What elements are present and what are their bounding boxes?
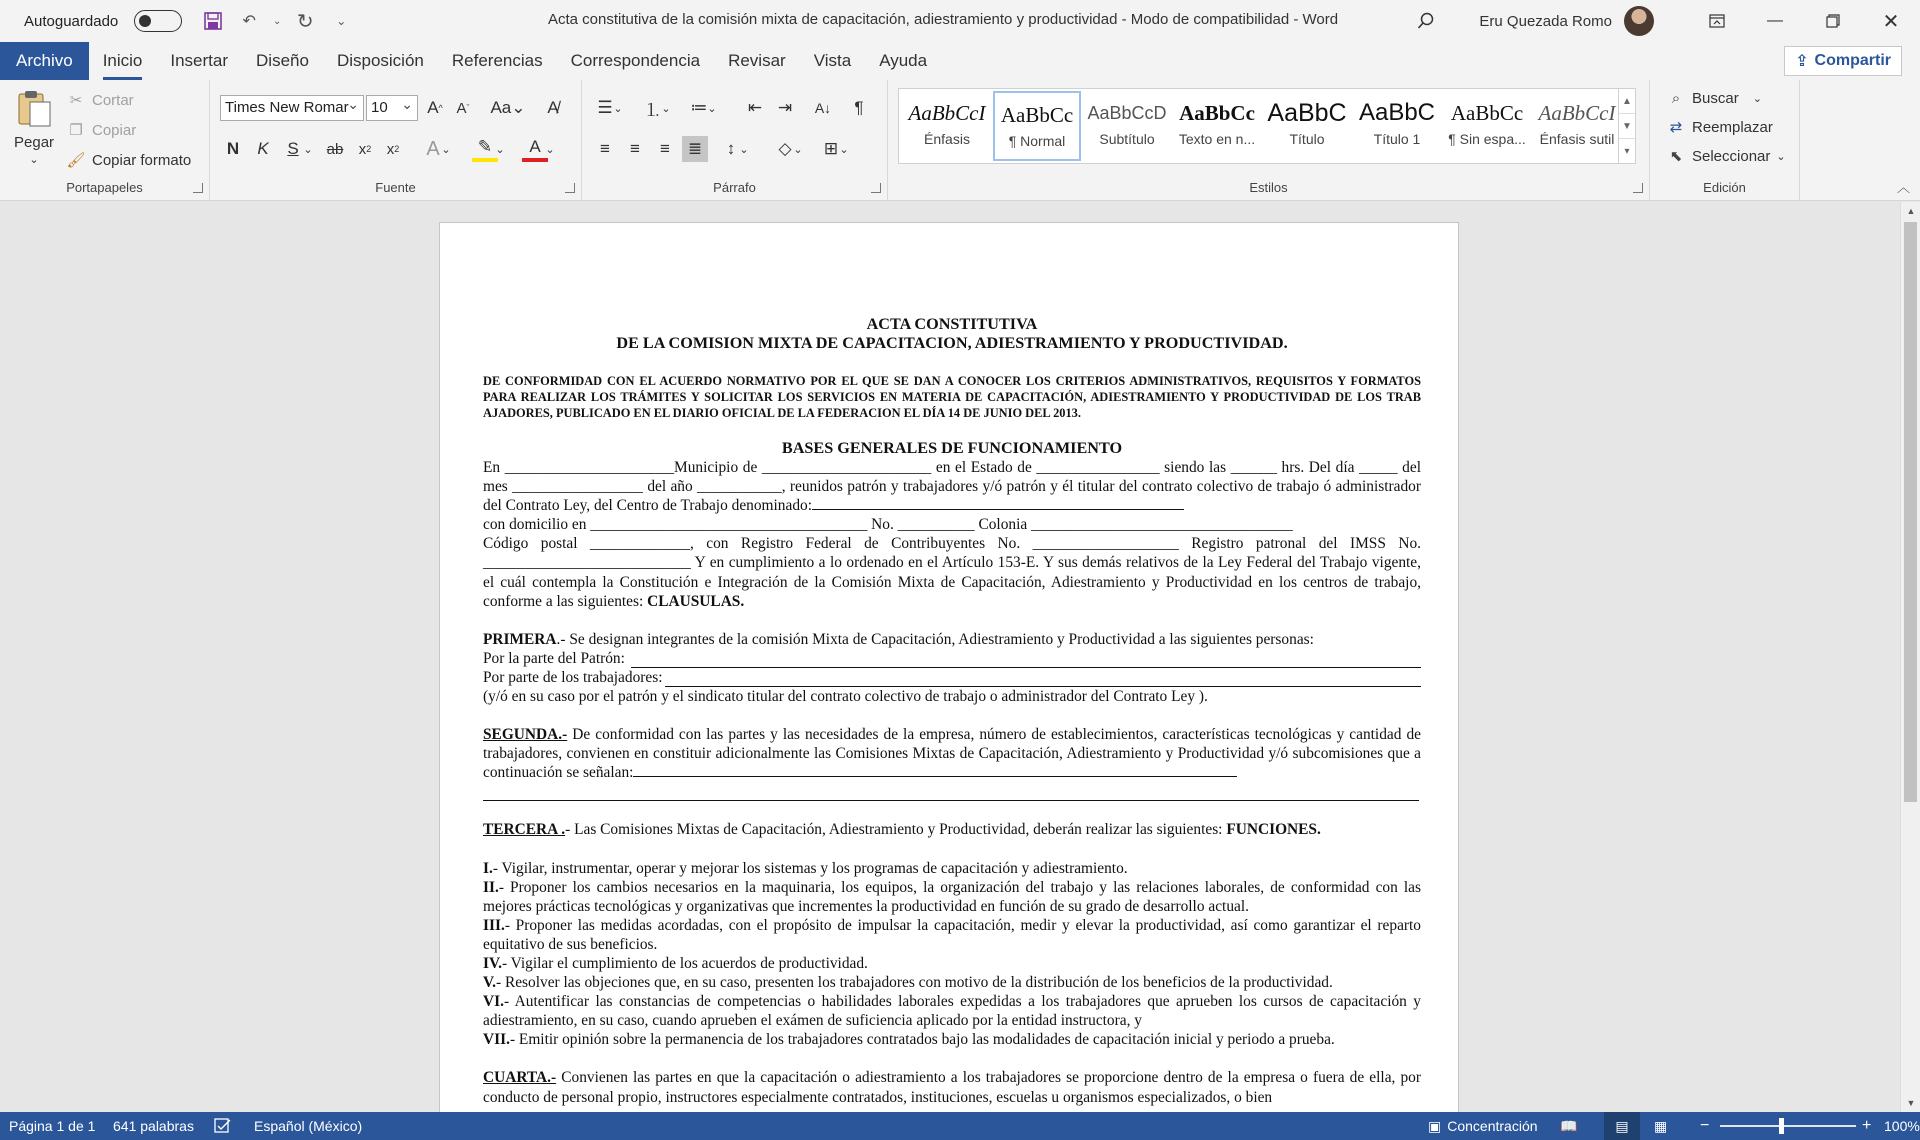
numbering-dropdown-icon[interactable]: ⌄ <box>661 102 671 115</box>
editing-group-label: Edición <box>1703 180 1746 195</box>
proofing-icon[interactable] <box>214 1112 232 1140</box>
style-subtitulo[interactable] <box>1083 91 1171 161</box>
share-label: Compartir <box>1814 52 1891 69</box>
page-count[interactable]: Página 1 de 1 <box>9 1118 96 1134</box>
style-preview: AaBbCcD <box>1087 103 1167 123</box>
style-titulo[interactable] <box>1263 91 1351 161</box>
style-preview: AaBbCcI <box>908 101 986 125</box>
font-group <box>210 80 582 201</box>
line-spacing-dropdown-icon[interactable]: ⌄ <box>739 143 749 156</box>
vertical-scrollbar[interactable] <box>1900 202 1920 1112</box>
minimize-icon[interactable]: — <box>1767 12 1783 29</box>
style-name: ¶ Sin espa... <box>1448 131 1526 147</box>
format-painter-label: Copiar formato <box>92 151 192 169</box>
shading-dropdown-icon[interactable]: ⌄ <box>793 143 803 156</box>
clause-segunda <box>483 725 1421 782</box>
focus-icon: ▣ <box>1428 1117 1442 1134</box>
restore-icon[interactable] <box>1804 0 1862 42</box>
print-layout-icon[interactable]: ▤ <box>1604 1112 1640 1140</box>
document-body[interactable] <box>483 315 1421 1107</box>
item-text: - Resolver las objeciones que, en su caso, presenten los trabajadores con motivo de la distribución de los beneficios de la productividad. <box>495 974 1333 992</box>
item-text: - Proponer los cambios necesarios en la maquinaria, los equipos, la organización del trabajo y las relaciones laborales, de conformidad con las mejores prácticas tecnológicas y organizativas que incrementes la productividad en función de su grado de desarrollo actual. <box>483 878 1421 915</box>
shrink-font-icon[interactable]: A ˇ <box>456 99 470 117</box>
borders-icon[interactable]: ⊞ <box>823 139 839 158</box>
focus-label: Concentración <box>1447 1118 1538 1134</box>
ribbon <box>0 80 1920 201</box>
list-item <box>483 1030 1421 1049</box>
zoom-in-icon[interactable]: + <box>1862 1117 1872 1134</box>
patron-line <box>483 649 1421 668</box>
primera-note: (y/ó en su caso por el patrón y el sindicato titular del contrato colectivo de trabajo o administrador del Contrato Ley ). <box>483 688 1208 706</box>
multilevel-list-icon[interactable]: ≔ <box>690 98 708 117</box>
zoom-slider[interactable] <box>1720 1125 1856 1127</box>
clipboard-group-label: Portapapeles <box>66 180 143 195</box>
item-text: - Autentificar las constancias de competencias o habilidades laborales expedidas a los trabajadores que aprueben los cursos de capacitación y adiestramiento, en su caso, cuando aprueben el exámen de suficiencia aplicado por la entidad instructora, y <box>483 993 1421 1030</box>
scissors-icon: ✂ <box>69 92 83 109</box>
select-label: Seleccionar <box>1692 147 1771 165</box>
italic-icon[interactable]: K <box>257 139 269 158</box>
style-sin-espaciado[interactable] <box>1443 91 1531 161</box>
list-item <box>483 878 1421 916</box>
tab-insertar[interactable]: Insertar <box>170 51 229 70</box>
paintbrush-icon: 🖌 <box>66 152 86 169</box>
zoom-slider-thumb[interactable] <box>1779 1118 1784 1134</box>
clause-cuarta <box>483 1068 1421 1106</box>
blank-line <box>483 782 1419 801</box>
item-number: III. <box>483 916 505 934</box>
style-preview: AaBbCc <box>1450 101 1524 125</box>
find-dropdown-icon[interactable]: ⌄ <box>1752 92 1762 105</box>
undo-icon[interactable]: ↶ <box>242 13 256 30</box>
clause-tercera-text: - Las Comisiones Mixtas de Capacitación, Adiestramiento y Productividad, deberán realizar las siguientes: <box>565 821 1223 839</box>
item-number: II. <box>483 878 499 896</box>
intro-paragraph: DE CONFORMIDAD CON EL ACUERDO NORMATIVO POR EL QUE SE DAN A CONOCER LOS CRITERIOS ADMINISTRATIVOS, REQUISITOS Y FORMATOS PARA REALIZAR LOS TRÁMITES Y SOLICITAR LOS SERVICIOS EN MATERIA DE CAPACITACIÓN, ADIESTRAMIENTO Y PRODUCTIVIDAD DE LOS TRAB AJADORES, PUBLICADO EN EL DIARIO OFICIAL DE LA FEDERACION EL DÍA 14 DE JUNIO DEL 2013. <box>483 374 1421 420</box>
undo-dropdown-icon[interactable]: ⌄ <box>273 15 282 27</box>
bold-icon[interactable]: N <box>226 139 240 158</box>
increase-indent-icon[interactable]: ⇥ <box>777 98 793 117</box>
align-right-icon[interactable]: ≡ <box>660 139 670 158</box>
clause-primera-label: PRIMERA <box>483 630 557 648</box>
copy-button[interactable] <box>66 120 136 140</box>
paste-icon <box>14 88 54 132</box>
styles-launcher-icon[interactable] <box>1633 183 1643 193</box>
highlight-color-icon[interactable]: ✎ <box>472 136 498 162</box>
bullets-icon[interactable]: ☰ <box>597 98 613 117</box>
tab-vista[interactable]: Vista <box>813 51 852 70</box>
superscript-icon[interactable]: x 2 <box>386 140 400 158</box>
underline-dropdown-icon[interactable]: ⌄ <box>303 143 313 156</box>
item-number: V. <box>483 974 496 992</box>
borders-dropdown-icon[interactable]: ⌄ <box>839 143 849 156</box>
show-paragraph-marks-icon[interactable]: ¶ <box>854 98 864 117</box>
styles-group-label: Estilos <box>1249 180 1288 195</box>
style-enfasis-sutil[interactable] <box>1533 91 1621 161</box>
zoom-out-icon[interactable]: − <box>1700 1117 1710 1134</box>
clause-segunda-label: SEGUNDA.- <box>483 726 568 744</box>
item-number: IV. <box>483 954 502 972</box>
scroll-down-icon[interactable]: ▼ <box>1906 1098 1916 1108</box>
gallery-down-icon[interactable]: ▼ <box>1619 114 1635 139</box>
style-preview: AaBbCc <box>1000 103 1074 127</box>
word-count[interactable]: 641 palabras <box>113 1118 194 1134</box>
funciones-list <box>483 859 1421 1050</box>
close-icon[interactable]: ✕ <box>1882 10 1900 33</box>
item-text: - Emitir opinión sobre la permanencia de los trabajadores contratados bajo las modalidades de capacitación inicial y periodo a prueba. <box>509 1031 1335 1049</box>
item-number: I. <box>483 859 493 877</box>
list-item <box>483 992 1421 1030</box>
replace-button[interactable] <box>1666 117 1773 137</box>
read-mode-icon[interactable]: 📖 <box>1560 1117 1578 1134</box>
bases-text-1: En ______________________Municipio de ______________________ en el Estado de ________________ siendo las ______ hrs. Del día _____ del mes _________________ del año ___________, reunidos patrón y trabajadores y/ó patrón y él titular del contrato colectivo de trabajo ó administrador del Contrato Ley, del Centro de Trabajo denominado: <box>483 459 1421 515</box>
style-titulo-1[interactable] <box>1353 91 1441 161</box>
styles-gallery-scroll <box>1618 88 1636 164</box>
language[interactable]: Español (México) <box>254 1118 363 1134</box>
style-normal[interactable] <box>993 91 1081 161</box>
focus-mode-button[interactable] <box>1428 1112 1538 1140</box>
line-spacing-icon[interactable]: ↕ <box>726 139 736 158</box>
shading-icon[interactable]: ◇ <box>778 139 792 158</box>
find-button[interactable] <box>1666 88 1762 108</box>
style-texto-en-negrita[interactable] <box>1173 91 1261 161</box>
style-preview: AaBbCcI <box>1538 101 1616 125</box>
tab-ayuda[interactable]: Ayuda <box>879 51 928 70</box>
font-size-select[interactable]: 10 ⌄ <box>366 95 418 121</box>
paragraph-group-label: Párrafo <box>713 180 756 195</box>
blank-line <box>665 668 1422 687</box>
style-name: Énfasis sutil <box>1539 131 1615 147</box>
paragraph-launcher-icon[interactable] <box>871 183 881 193</box>
autosave-label: Autoguardado <box>24 12 119 30</box>
scroll-up-icon[interactable]: ▲ <box>1906 206 1916 216</box>
clause-cuarta-label: CUARTA.- <box>483 1069 557 1087</box>
web-layout-icon[interactable]: ▦ <box>1654 1117 1668 1134</box>
tab-inicio[interactable]: Inicio <box>89 42 157 80</box>
font-color-icon[interactable]: A <box>522 136 548 162</box>
list-item <box>483 954 1421 973</box>
list-item <box>483 973 1421 992</box>
clause-segunda-text: De conformidad con las partes y las necesidades de la empresa, número de establecimientos, características tecnológicas y cantidad de trabajadores, convienen en constituir adicionalmente las Comisiones Mixtas de Capacitación, Adiestramiento y Productividad y/ó subcomisiones que a continuación se señalan: <box>483 726 1421 782</box>
trabajadores-label: Por parte de los trabajadores: <box>483 668 663 686</box>
style-enfasis[interactable] <box>903 91 991 161</box>
search-icon: ⌕ <box>1671 89 1681 107</box>
style-name: Título <box>1289 131 1325 147</box>
avatar[interactable] <box>1624 6 1654 36</box>
autosave-toggle[interactable] <box>134 10 182 32</box>
ribbon-display-icon[interactable] <box>1688 0 1746 42</box>
gallery-up-icon[interactable]: ▲ <box>1619 89 1635 114</box>
tab-archivo[interactable]: Archivo <box>0 42 89 80</box>
item-text: - Vigilar el cumplimiento de los acuerdos de productividad. <box>501 954 868 972</box>
font-launcher-icon[interactable] <box>565 183 575 193</box>
tab-diseno[interactable]: Diseño <box>256 51 309 70</box>
trabajadores-line <box>483 668 1421 687</box>
copy-icon: ❐ <box>69 122 83 139</box>
style-name: ¶ Normal <box>1008 133 1066 149</box>
search-icon[interactable] <box>1397 0 1455 42</box>
patron-label: Por la parte del Patrón: <box>483 649 625 667</box>
replace-label: Reemplazar <box>1692 118 1773 136</box>
style-preview: AaBbC <box>1358 99 1436 126</box>
status-bar <box>0 1112 1920 1140</box>
align-left-icon[interactable]: ≡ <box>600 139 610 158</box>
align-center-icon[interactable]: ≡ <box>630 139 640 158</box>
bases-title: BASES GENERALES DE FUNCIONAMIENTO <box>781 439 1123 457</box>
strikethrough-icon[interactable]: ab <box>326 140 344 158</box>
redo-icon[interactable]: ↻ <box>296 10 314 33</box>
title-bar <box>0 0 1920 42</box>
funciones-label: FUNCIONES. <box>1226 821 1321 839</box>
clause-tercera-label: TERCERA . <box>483 821 566 839</box>
sort-icon[interactable]: A↓ <box>814 100 832 116</box>
style-name: Énfasis <box>924 131 970 147</box>
paragraph-group <box>582 80 888 201</box>
blank-line <box>631 649 1421 668</box>
style-name: Subtítulo <box>1099 131 1155 147</box>
document-title: Acta constitutiva de la comisión mixta de capacitación, adiestramiento y productividad - Modo de compatibilidad - Word <box>548 11 1339 28</box>
style-name: Título 1 <box>1373 131 1421 147</box>
paste-label: Pegar <box>14 134 55 151</box>
gallery-more-icon[interactable]: ▾ <box>1624 145 1630 157</box>
clear-formatting-icon[interactable]: A̸ <box>547 98 559 117</box>
tab-revisar[interactable]: Revisar <box>728 51 786 70</box>
user-name[interactable]: Eru Quezada Romo <box>1479 12 1612 30</box>
copy-label: Copiar <box>92 121 137 139</box>
scrollbar-thumb[interactable] <box>1904 222 1917 802</box>
clause-cuarta-text: Convienen las partes en que la capacitación o adiestramiento a los trabajadores se proporcione dentro de la empresa o fuera de ella, por conducto de personal propio, instructores especialmente contratados, instituciones, escuelas u organismos especializados, o bien <box>483 1069 1421 1106</box>
item-number: VI. <box>483 993 504 1011</box>
editing-group <box>1650 80 1800 201</box>
paste-button[interactable] <box>14 88 54 166</box>
document-area <box>0 202 1900 1112</box>
tab-disposicion[interactable]: Disposición <box>336 51 424 70</box>
replace-icon: ⇄ <box>1669 119 1683 136</box>
clausulas-label: CLAUSULAS. <box>647 592 745 610</box>
style-preview: AaBbCc <box>1179 101 1255 125</box>
clause-tercera <box>483 820 1421 839</box>
style-name: Texto en n... <box>1178 131 1256 147</box>
item-number: VII. <box>483 1031 510 1049</box>
document-title-line-1: ACTA CONSTITUTIVA <box>866 315 1038 333</box>
select-dropdown-icon[interactable]: ⌄ <box>1776 150 1786 163</box>
subscript-icon[interactable]: x 2 <box>358 140 372 158</box>
save-icon[interactable] <box>200 8 226 34</box>
share-button[interactable] <box>1784 46 1902 76</box>
style-preview: AaBbC <box>1267 99 1347 127</box>
paste-dropdown-icon[interactable]: ⌄ <box>29 154 39 166</box>
share-icon: ⇪ <box>1795 53 1809 70</box>
cursor-icon: ⬉ <box>1669 148 1683 165</box>
tab-referencias[interactable]: Referencias <box>451 51 543 70</box>
bases-paragraph-1 <box>483 458 1421 515</box>
item-text: - Proponer las medidas acordadas, con el propósito de impulsar la capacitación, medir y elevar la productividad, así como garantizar el reparto equitativo de sus beneficios. <box>483 916 1421 953</box>
clipboard-group <box>0 80 210 201</box>
bullets-dropdown-icon[interactable]: ⌄ <box>613 102 623 115</box>
cut-label: Cortar <box>92 91 134 109</box>
find-label: Buscar <box>1692 89 1739 107</box>
tab-correspondencia[interactable]: Correspondencia <box>570 51 701 70</box>
clause-primera <box>483 630 1421 649</box>
highlight-dropdown-icon[interactable]: ⌄ <box>495 143 505 156</box>
document-page[interactable] <box>439 222 1459 1112</box>
bases-paragraph-3 <box>483 534 1421 610</box>
bases-paragraph-2: con domicilio en ____________________________________ No. __________ Colonia __________________________________ <box>483 516 1293 534</box>
bases-text-3: Código postal _____________, con Registro Federal de Contribuyentes No. ___________________ Registro patronal del IMSS No. ___________________________ Y en cumplimiento a lo ordenado en el Artículo 153-E. Y sus demás relativos de la Ley Federal del Trabajo vigente, el cuál contempla la Constitución e Integración de la Comisión Mixta de Capacitación, Adiestramiento y Productividad en los centros de trabajo, conforme a las siguientes: <box>483 535 1421 610</box>
customize-qat-icon[interactable]: ⌄ <box>336 14 347 28</box>
font-color-dropdown-icon[interactable]: ⌄ <box>545 143 555 156</box>
zoom-level[interactable]: 100% <box>1884 1118 1920 1134</box>
select-button[interactable] <box>1666 146 1786 166</box>
blank-line <box>633 765 1237 777</box>
styles-gallery <box>898 88 1626 164</box>
font-group-label: Fuente <box>375 180 416 195</box>
decrease-indent-icon[interactable]: ⇤ <box>747 98 763 117</box>
font-name-select[interactable]: Times New Romar ⌄ <box>220 95 364 121</box>
cut-button[interactable] <box>66 90 134 110</box>
clause-primera-text: .- Se designan integrantes de la comisión Mixta de Capacitación, Adiestramiento y Productividad a las siguientes personas: <box>556 630 1314 648</box>
underline-icon[interactable]: S <box>287 139 299 158</box>
list-item <box>483 859 1421 878</box>
justify-icon[interactable]: ≣ <box>682 136 708 162</box>
clipboard-launcher-icon[interactable] <box>193 183 203 193</box>
ribbon-tabs <box>0 42 1920 80</box>
grow-font-icon[interactable]: A ^ <box>427 98 443 117</box>
multilevel-dropdown-icon[interactable]: ⌄ <box>707 102 717 115</box>
change-case-icon[interactable]: Aa⌄ <box>490 98 526 117</box>
item-text: - Vigilar, instrumentar, operar y mejorar los sistemas y los programas de capacitación y adiestramiento. <box>492 859 1128 877</box>
text-effects-icon[interactable]: A <box>426 137 440 160</box>
format-painter-button[interactable] <box>66 150 191 170</box>
list-item <box>483 916 1421 954</box>
blank-line <box>812 498 1184 510</box>
collapse-ribbon-icon[interactable]: ︿ <box>1896 180 1910 195</box>
numbering-icon[interactable]: ⒈ <box>644 100 662 120</box>
text-effects-dropdown-icon[interactable]: ⌄ <box>441 143 451 156</box>
document-title-line-2: DE LA COMISION MIXTA DE CAPACITACION, ADIESTRAMIENTO Y PRODUCTIVIDAD. <box>616 334 1288 352</box>
